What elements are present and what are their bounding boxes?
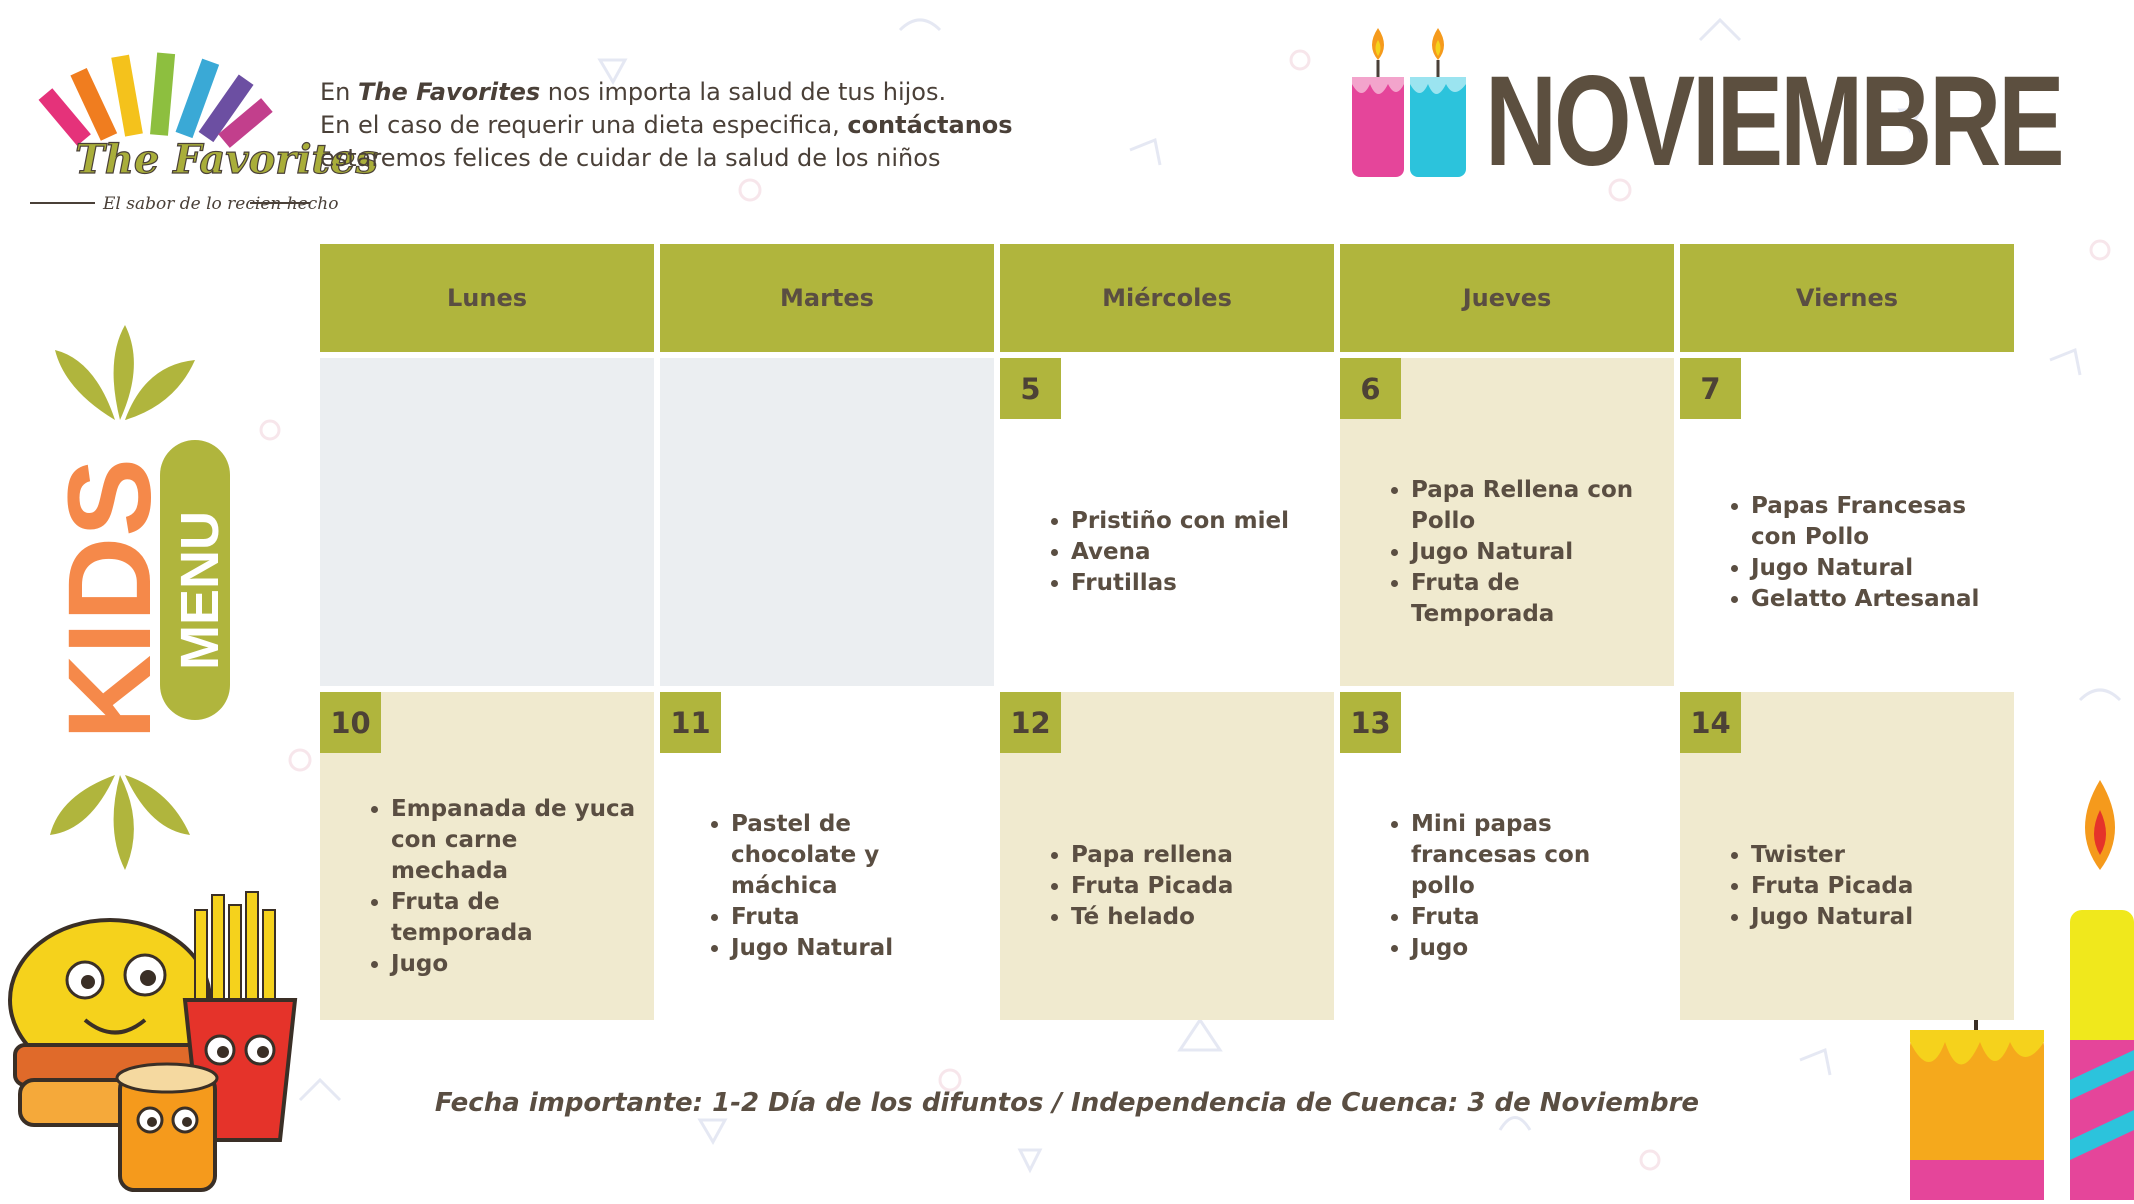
- menu-items-list: [1728, 840, 2000, 933]
- menu-items-list: [1048, 840, 1320, 933]
- menu-item: • Jugo Natural: [731, 933, 980, 964]
- day-cell-empty: [320, 358, 654, 686]
- menu-item: • Jugo Natural: [1751, 553, 2000, 584]
- menu-item: • Fruta Picada: [1071, 871, 1320, 902]
- month-title: NOVIEMBRE: [1485, 50, 2062, 193]
- day-cell-empty: [660, 358, 994, 686]
- day-header-lunes: Lunes: [320, 244, 654, 352]
- juice-mascot-icon: [117, 1064, 217, 1190]
- menu-items-list: [368, 794, 640, 980]
- day-header-viernes: Viernes: [1680, 244, 2014, 352]
- menu-items-list: [1388, 809, 1660, 964]
- menu-item: • Fruta de Temporada: [1411, 568, 1660, 630]
- menu-item: • Jugo: [391, 949, 640, 980]
- day-cell-11: [660, 692, 994, 1020]
- day-number: 6: [1340, 358, 1401, 419]
- day-number: 14: [1680, 692, 1741, 753]
- menu-item: • Mini papas francesas con pollo: [1411, 809, 1660, 902]
- important-dates-note: Fecha importante: 1-2 Día de los difuntos / Independencia de Cuenca: 3 de Noviembre: [434, 1088, 1700, 1118]
- menu-item: • Fruta: [731, 902, 980, 933]
- day-cell-13: [1340, 692, 1674, 1020]
- menu-item: • Empanada de yuca con carne mechada: [391, 794, 640, 887]
- kids-menu-title: [20, 320, 240, 880]
- day-cell-5: [1000, 358, 1334, 686]
- svg-text:KIDS: KIDS: [44, 458, 176, 740]
- the-favorites-logo: [25, 25, 378, 215]
- menu-item: • Twister: [1751, 840, 2000, 871]
- menu-calendar: [320, 244, 2016, 1020]
- rainbow-fan-icon: [39, 53, 273, 148]
- day-header-miercoles: Miércoles: [1000, 244, 1334, 352]
- menu-item: • Pristiño con miel: [1071, 506, 1320, 537]
- menu-item: • Pastel de chocolate y máchica: [731, 809, 980, 902]
- day-cell-12: [1000, 692, 1334, 1020]
- day-number: 10: [320, 692, 381, 753]
- menu-item: • Fruta de temporada: [391, 887, 640, 949]
- svg-text:El sabor de lo recien hecho: El sabor de lo recien hecho: [103, 194, 339, 214]
- menu-item: • Fruta: [1411, 902, 1660, 933]
- day-number: 5: [1000, 358, 1061, 419]
- day-cell-7: [1680, 358, 2014, 686]
- day-number: 12: [1000, 692, 1061, 753]
- menu-item: • Jugo Natural: [1751, 902, 2000, 933]
- menu-item: • Jugo: [1411, 933, 1660, 964]
- day-cell-14: [1680, 692, 2014, 1020]
- day-number: 7: [1680, 358, 1741, 419]
- intro-line-3: estaremos felices de cuidar de la salud de los niños: [320, 144, 941, 172]
- contact-link: contáctanos: [847, 111, 1013, 139]
- day-number: 13: [1340, 692, 1401, 753]
- menu-item: • Jugo Natural: [1411, 537, 1660, 568]
- day-header-jueves: Jueves: [1340, 244, 1674, 352]
- intro-line-1: En The Favorites nos importa la salud de tus hijos.: [320, 78, 947, 106]
- leaf-splash-icon: [55, 325, 195, 420]
- menu-item: • Papa Rellena con Pollo: [1411, 475, 1660, 537]
- day-number: 11: [660, 692, 721, 753]
- svg-text:The Favorites: The Favorites: [75, 136, 378, 183]
- menu-items-list: [1728, 491, 2000, 615]
- leaf-splash-icon: [50, 775, 190, 870]
- menu-item: • Papas Francesas con Pollo: [1751, 491, 2000, 553]
- menu-items-list: [708, 809, 980, 964]
- menu-items-list: [1048, 506, 1320, 599]
- menu-items-list: [1388, 475, 1660, 630]
- candles-icon: [1340, 22, 1470, 187]
- menu-item: • Frutillas: [1071, 568, 1320, 599]
- menu-item: • Avena: [1071, 537, 1320, 568]
- svg-text:MENU: MENU: [170, 511, 230, 670]
- menu-item: • Té helado: [1071, 902, 1320, 933]
- intro-line-2: En el caso de requerir una dieta especifica, contáctanos: [320, 111, 1013, 139]
- day-header-martes: Martes: [660, 244, 994, 352]
- day-cell-10: [320, 692, 654, 1020]
- menu-item: • Papa rellena: [1071, 840, 1320, 871]
- day-cell-6: [1340, 358, 1674, 686]
- menu-item: • Fruta Picada: [1751, 871, 2000, 902]
- intro-text: [320, 76, 1080, 175]
- food-mascots-illustration: [0, 880, 350, 1200]
- menu-item: • Gelatto Artesanal: [1751, 584, 2000, 615]
